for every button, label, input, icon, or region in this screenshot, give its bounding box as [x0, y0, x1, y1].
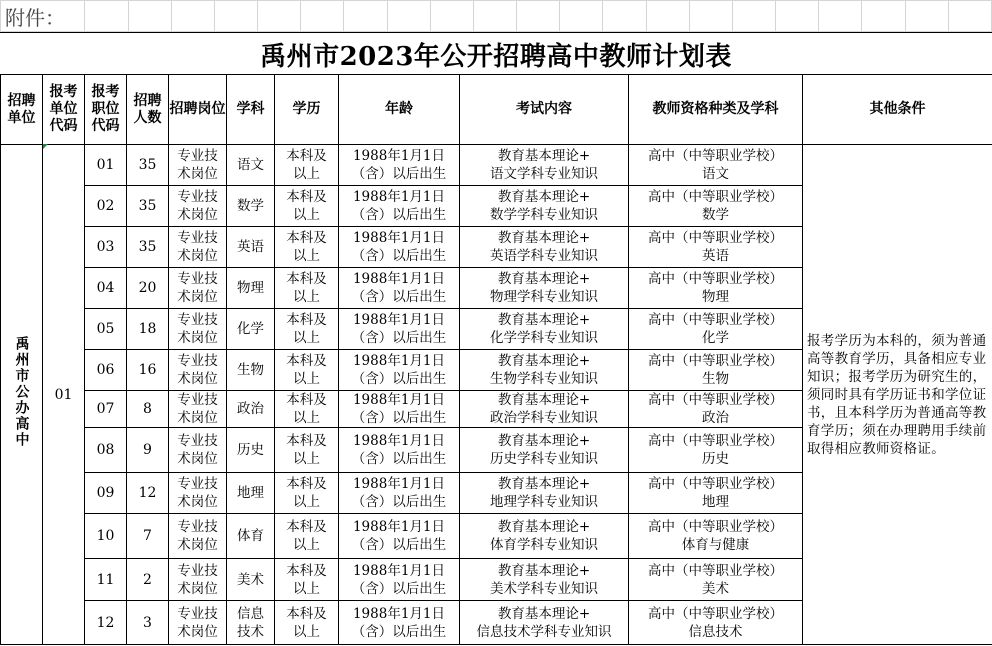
- qualification-line-1: 高中（中等职业学校）: [648, 519, 783, 535]
- header-exam[interactable]: 考试内容: [460, 75, 629, 145]
- post-text: 专业技术岗位: [177, 312, 218, 346]
- education-text: 本科及以上: [286, 148, 327, 182]
- exam-cell[interactable]: [460, 559, 629, 601]
- post-cell[interactable]: [169, 428, 227, 473]
- qualification-cell[interactable]: [629, 227, 803, 268]
- subject-cell[interactable]: [227, 514, 275, 559]
- subject-text: 英语: [237, 239, 264, 255]
- age-line-1: 1988年1月1日: [352, 189, 446, 205]
- post-text: 专业技术岗位: [177, 148, 218, 182]
- exam-line-2: 历史学科专业知识: [490, 451, 598, 467]
- header-count[interactable]: 招聘人数: [127, 75, 169, 145]
- exam-cell[interactable]: [460, 391, 629, 428]
- qualification-cell[interactable]: [629, 428, 803, 473]
- position-code-cell[interactable]: 12: [85, 601, 127, 645]
- qualification-line-1: 高中（中等职业学校）: [648, 392, 783, 408]
- qualification-line-2: 物理: [702, 289, 729, 305]
- qualification-cell[interactable]: [629, 601, 803, 645]
- age-line-2: （含）以后出生: [351, 166, 447, 182]
- age-cell[interactable]: [339, 559, 460, 601]
- position-code-cell[interactable]: 09: [85, 473, 127, 514]
- qualification-cell[interactable]: [629, 186, 803, 227]
- header-post[interactable]: 招聘岗位: [169, 75, 227, 145]
- exam-cell[interactable]: [460, 428, 629, 473]
- empty-cell[interactable]: [819, 1, 862, 32]
- position-code-cell[interactable]: 05: [85, 309, 127, 350]
- age-line-2: （含）以后出生: [351, 451, 447, 467]
- exam-line-2: 生物学科专业知识: [490, 371, 598, 387]
- exam-line-1: 教育基本理论+: [497, 312, 591, 328]
- empty-cell[interactable]: [560, 1, 603, 32]
- post-text: 专业技术岗位: [177, 230, 218, 264]
- exam-line-2: 语文学科专业知识: [490, 166, 598, 182]
- qualification-line-2: 信息技术: [688, 623, 743, 640]
- post-text: 专业技术岗位: [177, 605, 218, 640]
- age-cell[interactable]: [339, 514, 460, 559]
- education-cell[interactable]: [275, 268, 339, 309]
- exam-cell[interactable]: [460, 350, 629, 391]
- qualification-line-1: 高中（中等职业学校）: [648, 562, 783, 579]
- cell-comment-marker: [43, 144, 48, 149]
- table-row: [1, 145, 992, 186]
- qualification-line-1: 高中（中等职业学校）: [648, 312, 783, 328]
- qualification-line-1: 高中（中等职业学校）: [648, 230, 783, 246]
- education-text: 本科及以上: [286, 271, 327, 305]
- empty-cell[interactable]: [732, 1, 775, 32]
- unit-name-cell[interactable]: [1, 145, 43, 645]
- subject-cell[interactable]: [227, 145, 275, 186]
- subject-cell[interactable]: [227, 350, 275, 391]
- post-cell[interactable]: [169, 309, 227, 350]
- empty-cell[interactable]: [128, 1, 171, 32]
- empty-cell[interactable]: [301, 1, 344, 32]
- subject-cell[interactable]: [227, 186, 275, 227]
- qualification-line-2: 政治: [702, 410, 729, 426]
- count-cell[interactable]: 3: [127, 601, 169, 645]
- empty-cell[interactable]: [646, 1, 689, 32]
- education-cell[interactable]: [275, 559, 339, 601]
- header-position-code[interactable]: 报考职位代码: [85, 75, 127, 145]
- attachment-label[interactable]: 附件：: [1, 1, 85, 32]
- post-cell[interactable]: [169, 227, 227, 268]
- recruitment-plan-table: [0, 74, 992, 645]
- exam-line-2: 体育学科专业知识: [490, 537, 598, 553]
- post-text: 专业技术岗位: [177, 189, 218, 223]
- exam-cell[interactable]: [460, 514, 629, 559]
- post-text: 专业技术岗位: [177, 433, 218, 467]
- empty-cell[interactable]: [776, 1, 819, 32]
- position-code-cell[interactable]: 10: [85, 514, 127, 559]
- post-cell[interactable]: [169, 559, 227, 601]
- empty-cell[interactable]: [905, 1, 948, 32]
- education-cell[interactable]: [275, 428, 339, 473]
- exam-line-2: 数学学科专业知识: [490, 207, 598, 223]
- count-cell[interactable]: 2: [127, 559, 169, 601]
- education-cell[interactable]: [275, 601, 339, 645]
- education-cell[interactable]: [275, 227, 339, 268]
- exam-line-1: 教育基本理论+: [497, 353, 591, 369]
- education-text: 本科及以上: [286, 392, 327, 426]
- exam-line-1: 教育基本理论+: [497, 271, 591, 287]
- position-code-cell[interactable]: 02: [85, 186, 127, 227]
- position-code-cell[interactable]: 06: [85, 350, 127, 391]
- subject-text: 体育: [237, 528, 264, 544]
- age-cell[interactable]: [339, 268, 460, 309]
- post-cell[interactable]: [169, 601, 227, 645]
- education-text: 本科及以上: [286, 605, 327, 640]
- exam-line-1: 教育基本理论+: [497, 605, 591, 622]
- age-line-1: 1988年1月1日: [352, 392, 446, 408]
- header-unit-code[interactable]: 报考单位代码: [43, 75, 85, 145]
- subject-text: 政治: [237, 401, 264, 417]
- empty-cell[interactable]: [473, 1, 516, 32]
- position-code-cell[interactable]: 07: [85, 391, 127, 428]
- qualification-line-1: 高中（中等职业学校）: [648, 476, 783, 492]
- qualification-cell[interactable]: [629, 559, 803, 601]
- spreadsheet-top-row: [0, 0, 992, 32]
- age-line-2: （含）以后出生: [351, 207, 447, 223]
- education-text: 本科及以上: [286, 312, 327, 346]
- post-cell[interactable]: [169, 186, 227, 227]
- count-cell[interactable]: 35: [127, 227, 169, 268]
- header-row: [1, 75, 992, 145]
- exam-line-1: 教育基本理论+: [497, 433, 591, 449]
- exam-cell[interactable]: [460, 309, 629, 350]
- exam-line-2: 英语学科专业知识: [490, 248, 598, 264]
- exam-line-1: 教育基本理论+: [497, 476, 591, 492]
- unit-name: 禹州市公办高中: [13, 336, 30, 448]
- age-cell[interactable]: [339, 391, 460, 428]
- age-line-1: 1988年1月1日: [352, 605, 446, 622]
- subject-text: 物理: [237, 280, 264, 296]
- age-line-1: 1988年1月1日: [352, 353, 446, 369]
- subject-text: 信息技术: [237, 605, 264, 640]
- post-text: 专业技术岗位: [177, 519, 218, 553]
- position-code-cell[interactable]: 01: [85, 145, 127, 186]
- page-title[interactable]: 禹州市2023年公开招聘高中教师计划表: [0, 32, 992, 75]
- count-cell[interactable]: 20: [127, 268, 169, 309]
- exam-line-1: 教育基本理论+: [497, 562, 591, 579]
- post-text: 专业技术岗位: [177, 476, 218, 510]
- age-line-2: （含）以后出生: [351, 494, 447, 510]
- qualification-line-1: 高中（中等职业学校）: [648, 148, 783, 164]
- qualification-cell[interactable]: [629, 309, 803, 350]
- qualification-line-1: 高中（中等职业学校）: [648, 353, 783, 369]
- education-text: 本科及以上: [286, 476, 327, 510]
- age-cell[interactable]: [339, 145, 460, 186]
- age-line-1: 1988年1月1日: [352, 433, 446, 449]
- education-cell[interactable]: [275, 473, 339, 514]
- qualification-line-2: 历史: [702, 451, 729, 467]
- post-cell[interactable]: [169, 391, 227, 428]
- education-text: 本科及以上: [286, 189, 327, 223]
- qualification-line-1: 高中（中等职业学校）: [648, 605, 783, 622]
- subject-cell[interactable]: [227, 227, 275, 268]
- education-text: 本科及以上: [286, 433, 327, 467]
- age-line-2: （含）以后出生: [351, 623, 447, 640]
- education-cell[interactable]: [275, 186, 339, 227]
- education-text: 本科及以上: [286, 562, 327, 597]
- empty-cell[interactable]: [344, 1, 387, 32]
- count-cell[interactable]: 8: [127, 391, 169, 428]
- post-text: 专业技术岗位: [177, 562, 218, 597]
- exam-line-2: 信息技术学科专业知识: [476, 623, 612, 640]
- education-cell[interactable]: [275, 350, 339, 391]
- count-cell[interactable]: 16: [127, 350, 169, 391]
- post-cell[interactable]: [169, 350, 227, 391]
- exam-line-1: 教育基本理论+: [497, 230, 591, 246]
- count-cell[interactable]: 7: [127, 514, 169, 559]
- subject-text: 化学: [237, 321, 264, 337]
- education-cell[interactable]: [275, 391, 339, 428]
- age-line-2: （含）以后出生: [351, 580, 447, 597]
- post-cell[interactable]: [169, 268, 227, 309]
- empty-cell[interactable]: [517, 1, 560, 32]
- subject-text: 历史: [237, 442, 264, 458]
- exam-line-2: 物理学科专业知识: [490, 289, 598, 305]
- exam-line-2: 化学学科专业知识: [490, 330, 598, 346]
- age-cell[interactable]: [339, 350, 460, 391]
- exam-line-2: 地理学科专业知识: [490, 494, 598, 510]
- exam-cell[interactable]: [460, 227, 629, 268]
- exam-cell[interactable]: [460, 601, 629, 645]
- age-cell[interactable]: [339, 601, 460, 645]
- qualification-line-1: 高中（中等职业学校）: [648, 271, 783, 287]
- empty-cell[interactable]: [214, 1, 257, 32]
- position-code-cell[interactable]: 03: [85, 227, 127, 268]
- exam-line-2: 美术学科专业知识: [490, 580, 598, 597]
- unit-code-cell[interactable]: 01: [43, 145, 85, 645]
- header-age[interactable]: 年龄: [339, 75, 460, 145]
- subject-cell[interactable]: [227, 601, 275, 645]
- education-cell[interactable]: [275, 514, 339, 559]
- empty-cell[interactable]: [862, 1, 905, 32]
- age-line-2: （含）以后出生: [351, 410, 447, 426]
- age-line-1: 1988年1月1日: [352, 312, 446, 328]
- age-cell[interactable]: [339, 309, 460, 350]
- qualification-line-2: 数学: [702, 207, 729, 223]
- empty-cell[interactable]: [258, 1, 301, 32]
- header-unit[interactable]: 招聘单位: [1, 75, 43, 145]
- header-other[interactable]: 其他条件: [803, 75, 992, 145]
- age-line-2: （含）以后出生: [351, 330, 447, 346]
- other-conditions-cell[interactable]: 报考学历为本科的，须为普通高等教育学历，具备相应专业知识；报考学历为研究生的，须同时具有学历证书和学位证书，且本科学历为普通高等教育学历；须在办理聘用手续前取得相应教师资格证。: [803, 145, 992, 645]
- qualification-line-2: 化学: [702, 330, 729, 346]
- age-line-2: （含）以后出生: [351, 537, 447, 553]
- age-cell[interactable]: [339, 227, 460, 268]
- subject-cell[interactable]: [227, 428, 275, 473]
- subject-cell[interactable]: [227, 473, 275, 514]
- age-line-2: （含）以后出生: [351, 248, 447, 264]
- post-text: 专业技术岗位: [177, 271, 218, 305]
- count-cell[interactable]: 18: [127, 309, 169, 350]
- header-education[interactable]: 学历: [275, 75, 339, 145]
- qualification-line-2: 体育与健康: [681, 537, 750, 553]
- qualification-line-1: 高中（中等职业学校）: [648, 189, 783, 205]
- empty-cell[interactable]: [387, 1, 430, 32]
- age-line-2: （含）以后出生: [351, 371, 447, 387]
- exam-cell[interactable]: [460, 268, 629, 309]
- position-code-cell[interactable]: 08: [85, 428, 127, 473]
- empty-cell[interactable]: [603, 1, 646, 32]
- qualification-cell[interactable]: [629, 473, 803, 514]
- exam-line-1: 教育基本理论+: [497, 189, 591, 205]
- age-cell[interactable]: [339, 186, 460, 227]
- subject-text: 数学: [237, 198, 264, 214]
- subject-cell[interactable]: [227, 559, 275, 601]
- age-line-1: 1988年1月1日: [352, 271, 446, 287]
- age-line-1: 1988年1月1日: [352, 476, 446, 492]
- subject-cell[interactable]: [227, 391, 275, 428]
- exam-cell[interactable]: [460, 186, 629, 227]
- age-line-1: 1988年1月1日: [352, 519, 446, 535]
- exam-cell[interactable]: [460, 473, 629, 514]
- qualification-line-2: 语文: [702, 166, 729, 182]
- post-cell[interactable]: [169, 145, 227, 186]
- post-cell[interactable]: [169, 473, 227, 514]
- education-cell[interactable]: [275, 145, 339, 186]
- empty-cell[interactable]: [689, 1, 732, 32]
- qualification-line-2: 英语: [702, 248, 729, 264]
- header-qualification[interactable]: 教师资格种类及学科: [629, 75, 803, 145]
- empty-cell[interactable]: [430, 1, 473, 32]
- count-cell[interactable]: 35: [127, 186, 169, 227]
- subject-text: 生物: [237, 362, 264, 378]
- position-code-cell[interactable]: 11: [85, 559, 127, 601]
- age-cell[interactable]: [339, 473, 460, 514]
- qualification-line-2: 地理: [702, 494, 729, 510]
- subject-cell[interactable]: [227, 309, 275, 350]
- position-code-cell[interactable]: 04: [85, 268, 127, 309]
- exam-line-1: 教育基本理论+: [497, 392, 591, 408]
- qualification-line-2: 生物: [702, 371, 729, 387]
- qualification-cell[interactable]: [629, 145, 803, 186]
- qualification-cell[interactable]: [629, 268, 803, 309]
- age-line-1: 1988年1月1日: [352, 148, 446, 164]
- age-cell[interactable]: [339, 428, 460, 473]
- subject-text: 美术: [237, 571, 264, 588]
- count-cell[interactable]: 9: [127, 428, 169, 473]
- exam-line-1: 教育基本理论+: [497, 148, 591, 164]
- empty-cell[interactable]: [948, 1, 991, 32]
- qualification-line-1: 高中（中等职业学校）: [648, 433, 783, 449]
- qualification-cell[interactable]: [629, 391, 803, 428]
- education-text: 本科及以上: [286, 353, 327, 387]
- subject-cell[interactable]: [227, 268, 275, 309]
- post-text: 专业技术岗位: [177, 392, 218, 426]
- education-text: 本科及以上: [286, 230, 327, 264]
- qualification-line-2: 美术: [702, 580, 729, 597]
- post-cell[interactable]: [169, 514, 227, 559]
- count-cell[interactable]: 12: [127, 473, 169, 514]
- exam-line-2: 政治学科专业知识: [490, 410, 598, 426]
- education-text: 本科及以上: [286, 519, 327, 553]
- qualification-cell[interactable]: [629, 514, 803, 559]
- empty-cell[interactable]: [171, 1, 214, 32]
- header-subject[interactable]: 学科: [227, 75, 275, 145]
- qualification-cell[interactable]: [629, 350, 803, 391]
- subject-text: 地理: [237, 485, 264, 501]
- post-text: 专业技术岗位: [177, 353, 218, 387]
- count-cell[interactable]: 35: [127, 145, 169, 186]
- exam-cell[interactable]: [460, 145, 629, 186]
- education-cell[interactable]: [275, 309, 339, 350]
- age-line-1: 1988年1月1日: [352, 230, 446, 246]
- age-line-2: （含）以后出生: [351, 289, 447, 305]
- subject-text: 语文: [237, 157, 264, 173]
- empty-cell[interactable]: [85, 1, 128, 32]
- age-line-1: 1988年1月1日: [352, 562, 446, 579]
- exam-line-1: 教育基本理论+: [497, 519, 591, 535]
